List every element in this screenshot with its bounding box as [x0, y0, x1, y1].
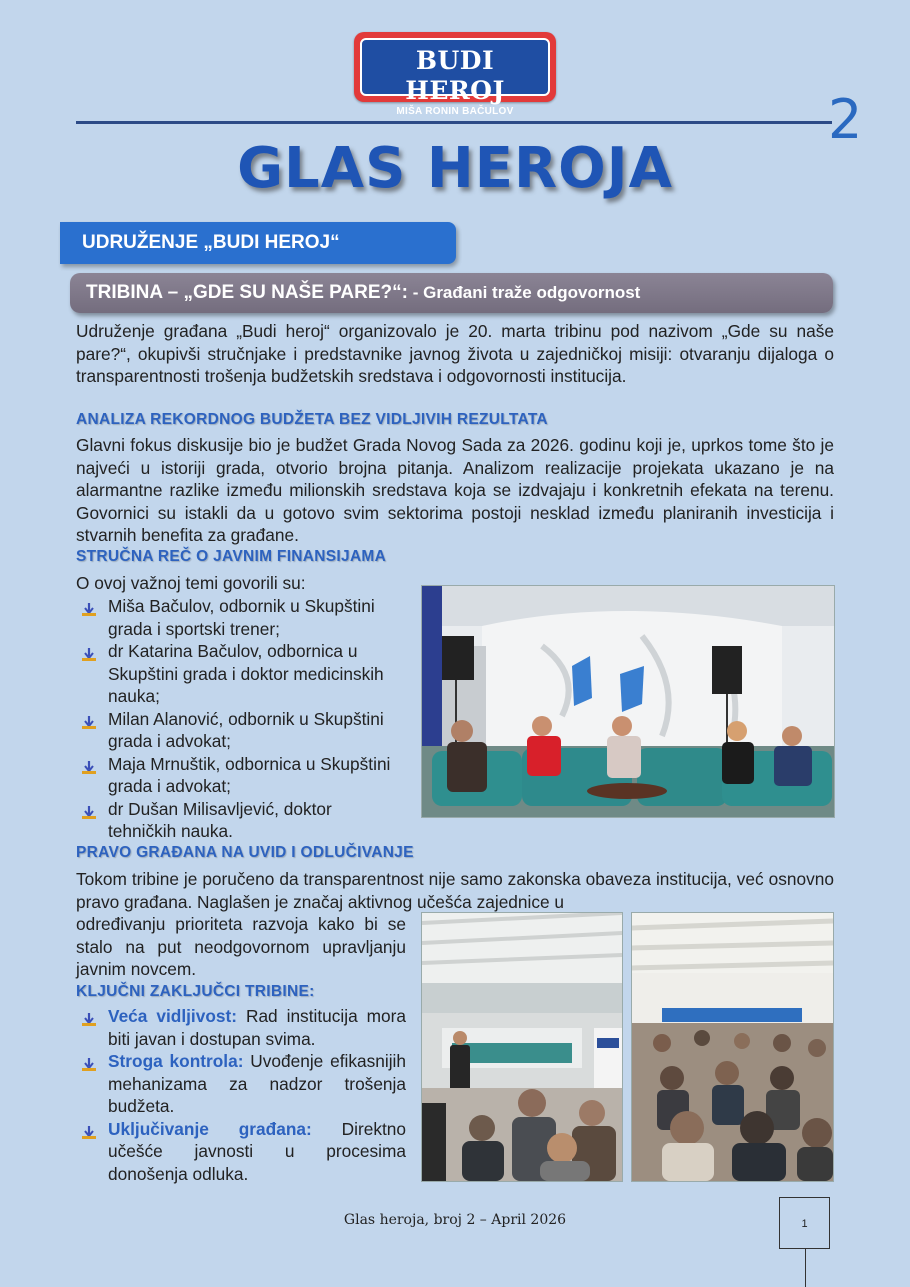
arrow-bullet-icon: [82, 1054, 96, 1068]
section-heading-budget: ANALIZA REKORDNOG BUDŽETA BEZ VIDLJIVIH REZULTATA: [76, 411, 548, 428]
speaker-1: Miša Bačulov, odbornik u Skupštini grada i sportski trener;: [108, 596, 375, 639]
list-item: [76, 640, 398, 708]
arrow-bullet-icon: [82, 757, 96, 771]
article-title-banner: [70, 273, 833, 313]
section-heading-conclusions: KLJUČNI ZAKLJUČCI TRIBINE:: [76, 983, 315, 1000]
section-heading-finance: STRUČNA REČ O JAVNIM FINANSIJAMA: [76, 548, 387, 565]
conclusion-key: Uključivanje građana:: [108, 1118, 312, 1139]
issue-number: 2: [828, 88, 863, 151]
arrow-bullet-icon: [82, 644, 96, 658]
arrow-bullet-icon: [82, 1009, 96, 1023]
list-item: [76, 1005, 406, 1050]
footer-issue-text: Glas heroja, broj 2 – April 2026: [343, 1212, 567, 1228]
article-subtitle: - Građani traže odgovornost: [407, 283, 641, 302]
header-rule: [76, 121, 832, 124]
arrow-bullet-icon: [82, 1122, 96, 1136]
audience-back-photo: [631, 912, 834, 1182]
section-heading-rights: PRAVO GRAĐANA NA UVID I ODLUČIVANJE: [76, 844, 414, 861]
conclusion-key: Stroga kontrola:: [108, 1051, 244, 1071]
logo-subtitle: MIŠA RONIN BAČULOV: [396, 106, 514, 117]
arrow-bullet-icon: [82, 599, 96, 613]
conclusions-list: [76, 1005, 406, 1185]
arrow-bullet-icon: [82, 712, 96, 726]
list-item: [76, 1118, 406, 1186]
list-item: [76, 798, 398, 843]
list-item: [76, 753, 398, 798]
masthead-title: GLAS HEROJA: [237, 136, 673, 201]
speaker-5: dr Dušan Milisavljević, doktor tehničkih nauka.: [108, 798, 332, 841]
rights-paragraph: Tokom tribine je poručeno da transparentnost nije samo zakonska obaveza institucija, već osnovno pravo građana. Naglašen je značaj aktivnog učešća zajednice u: [76, 869, 834, 912]
section-banner: UDRUŽENJE „BUDI HEROJ“: [60, 222, 456, 264]
speaker-2: dr Katarina Bačulov, odbornica u Skupštini grada i doktor medicinskih nauka;: [108, 641, 384, 706]
speaker-4: Maja Mrnuštik, odbornica u Skupštini grada i advokat;: [108, 753, 391, 796]
conclusion-key: Veća vidljivost:: [108, 1006, 238, 1026]
budi-heroj-logo: [354, 32, 556, 117]
rights-paragraph-continued: određivanju prioriteta razvoja kako bi se stalo na put neodgovornom upravljanju javnim novcem.: [76, 914, 406, 979]
budget-paragraph: Glavni fokus diskusije bio je budžet Grada Novog Sada za 2026. godinu koji je, uprkos tome što je najveći u istoriji grada, otvorio brojna pitanja. Analizom realizacije projekata ukazano je na alarmantne razlike između milionskih sredstava koja se izdvajaju i konkretnih efekata na terenu. Govornici su istakli da u gotovo svim sektorima postoji nesklad između planiranih investicija i stvarnih benefita za građane.: [76, 435, 834, 545]
page-number: 1: [779, 1197, 830, 1249]
list-item: [76, 595, 398, 640]
conclusion-text: Uvođenje efikasnijih mehanizama za nadzor trošenja budžeta.: [108, 1051, 406, 1116]
conclusion-text: Direktno učešće javnosti u procesima donošenja odluka.: [108, 1118, 407, 1184]
audience-speaker-photo: [421, 912, 623, 1182]
arrow-bullet-icon: [82, 802, 96, 816]
logo-title: BUDI HEROJ: [405, 46, 505, 105]
conclusion-text: Rad institucija mora biti javan i dostupan svima.: [108, 1006, 406, 1049]
intro-paragraph: Udruženje građana „Budi heroj“ organizovalo je 20. marta tribinu pod nazivom „Gde su naše pare?“, okupivši stručnjake i predstavnike javnog života u zajedničkoj misiji: otvaranju dijaloga o transparentnosti trošenja budžetskih sredstava i odgovornosti institucija.: [76, 321, 834, 386]
panel-discussion-photo: [421, 585, 835, 818]
speaker-3: Milan Alanović, odbornik u Skupštini grada i advokat;: [108, 708, 384, 751]
article-title: TRIBINA – „GDE SU NAŠE PARE?“:: [86, 282, 408, 303]
speakers-intro: O ovoj važnoj temi govorili su:: [76, 573, 306, 593]
page-number-rule: [805, 1249, 806, 1287]
list-item: [76, 708, 398, 753]
speakers-list: [76, 595, 398, 843]
list-item: [76, 1050, 406, 1118]
